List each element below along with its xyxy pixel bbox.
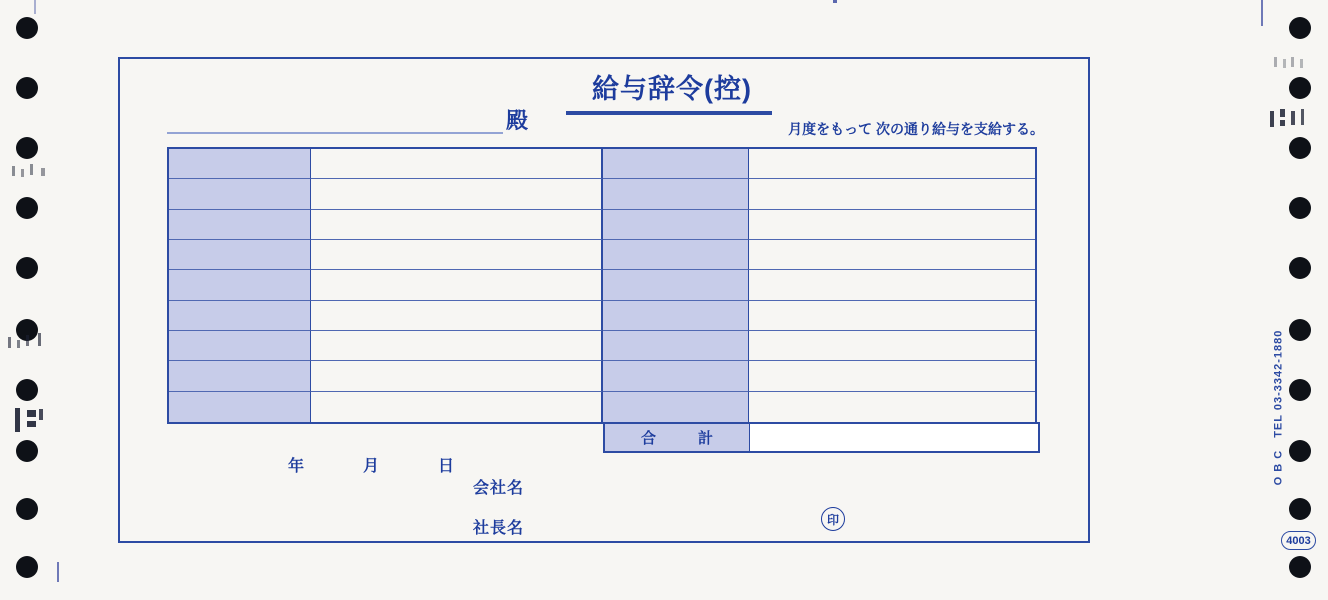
item-value-cell [749,331,1035,361]
sprocket-hole [16,379,38,401]
ink-mark [15,408,20,432]
item-label-cell [603,361,749,391]
total-value-cell [750,424,1038,451]
ink-mark [12,166,15,176]
item-label-cell [603,301,749,331]
form-number-badge: 4003 [1281,531,1316,550]
recipient-suffix-label: 殿 [506,108,529,133]
ink-mark [34,0,36,14]
item-value-cell [749,210,1035,240]
item-value-cell [749,270,1035,300]
item-value-cell [749,361,1035,391]
ink-mark [30,164,33,175]
item-value-cell [311,179,603,209]
ink-mark [27,410,36,417]
item-label-cell [169,270,311,300]
sprocket-hole [1289,197,1311,219]
sprocket-hole [16,440,38,462]
salary-table [167,147,1037,424]
ink-mark [41,168,45,176]
ink-mark [27,421,36,427]
ink-mark [1274,57,1277,67]
item-label-cell [169,361,311,391]
recipient-name-line [167,104,503,134]
ink-mark [21,169,24,177]
sprocket-hole [1289,77,1311,99]
sprocket-hole [16,498,38,520]
ink-mark [39,409,43,420]
ink-mark [1301,109,1304,125]
item-value-cell [749,392,1035,422]
item-value-cell [311,392,603,422]
item-label-cell [603,331,749,361]
ink-mark [1291,57,1294,67]
item-value-cell [749,301,1035,331]
total-label-text: 合 計 [640,430,727,447]
item-value-cell [311,149,603,179]
item-value-cell [311,361,603,391]
ink-mark [1283,59,1286,68]
sprocket-hole [16,197,38,219]
company-seal-icon [821,507,845,531]
item-value-cell [749,149,1035,179]
ink-mark [17,340,20,348]
item-label-cell [169,301,311,331]
sprocket-hole [1289,379,1311,401]
sprocket-hole [1289,556,1311,578]
item-label-cell [169,210,311,240]
title-underline [566,111,772,115]
item-label-cell [603,270,749,300]
sprocket-hole [16,77,38,99]
item-value-cell [311,240,603,270]
company-name-label: 会社名 [473,480,525,497]
sprocket-hole [16,137,38,159]
month-label: 月 [363,458,380,475]
item-label-cell [169,331,311,361]
sprocket-hole [1289,319,1311,341]
ink-mark [1300,59,1303,68]
issue-statement: 月度をもって 次の通り給与を支給する。 [788,121,1044,137]
total-label-cell [605,424,750,451]
ink-mark [26,335,29,346]
form-title: 給与辞令(控) [592,74,752,104]
sprocket-hole [1289,498,1311,520]
sprocket-hole [16,556,38,578]
item-value-cell [749,240,1035,270]
item-label-cell [169,240,311,270]
sprocket-hole [1289,440,1311,462]
president-name-label: 社長名 [473,520,525,537]
item-label-cell [169,179,311,209]
ink-mark [1270,111,1274,127]
form-border [118,57,1090,543]
item-label-cell [603,210,749,240]
ink-mark [8,337,11,348]
item-value-cell [749,179,1035,209]
item-label-cell [603,240,749,270]
item-value-cell [311,331,603,361]
ink-mark [833,0,837,3]
item-value-cell [311,210,603,240]
item-value-cell [311,301,603,331]
ink-mark [1291,111,1295,125]
year-label: 年 [288,458,305,475]
sprocket-hole [1289,137,1311,159]
sprocket-hole [16,257,38,279]
sprocket-hole [1289,257,1311,279]
day-label: 日 [438,458,455,475]
sprocket-hole [16,17,38,39]
sprocket-hole [1289,17,1311,39]
item-label-cell [603,392,749,422]
item-label-cell [169,149,311,179]
ink-mark [38,333,41,346]
item-label-cell [603,179,749,209]
ink-mark [57,562,59,582]
ink-mark [1280,109,1285,117]
ink-mark [1261,0,1263,26]
vendor-contact-vertical: O B C TEL 03-3342-1880 [1272,329,1285,486]
seal-label: 印 [826,512,839,527]
item-label-cell [169,392,311,422]
item-value-cell [311,270,603,300]
ink-mark [1280,120,1285,126]
total-row [603,422,1040,453]
item-label-cell [603,149,749,179]
